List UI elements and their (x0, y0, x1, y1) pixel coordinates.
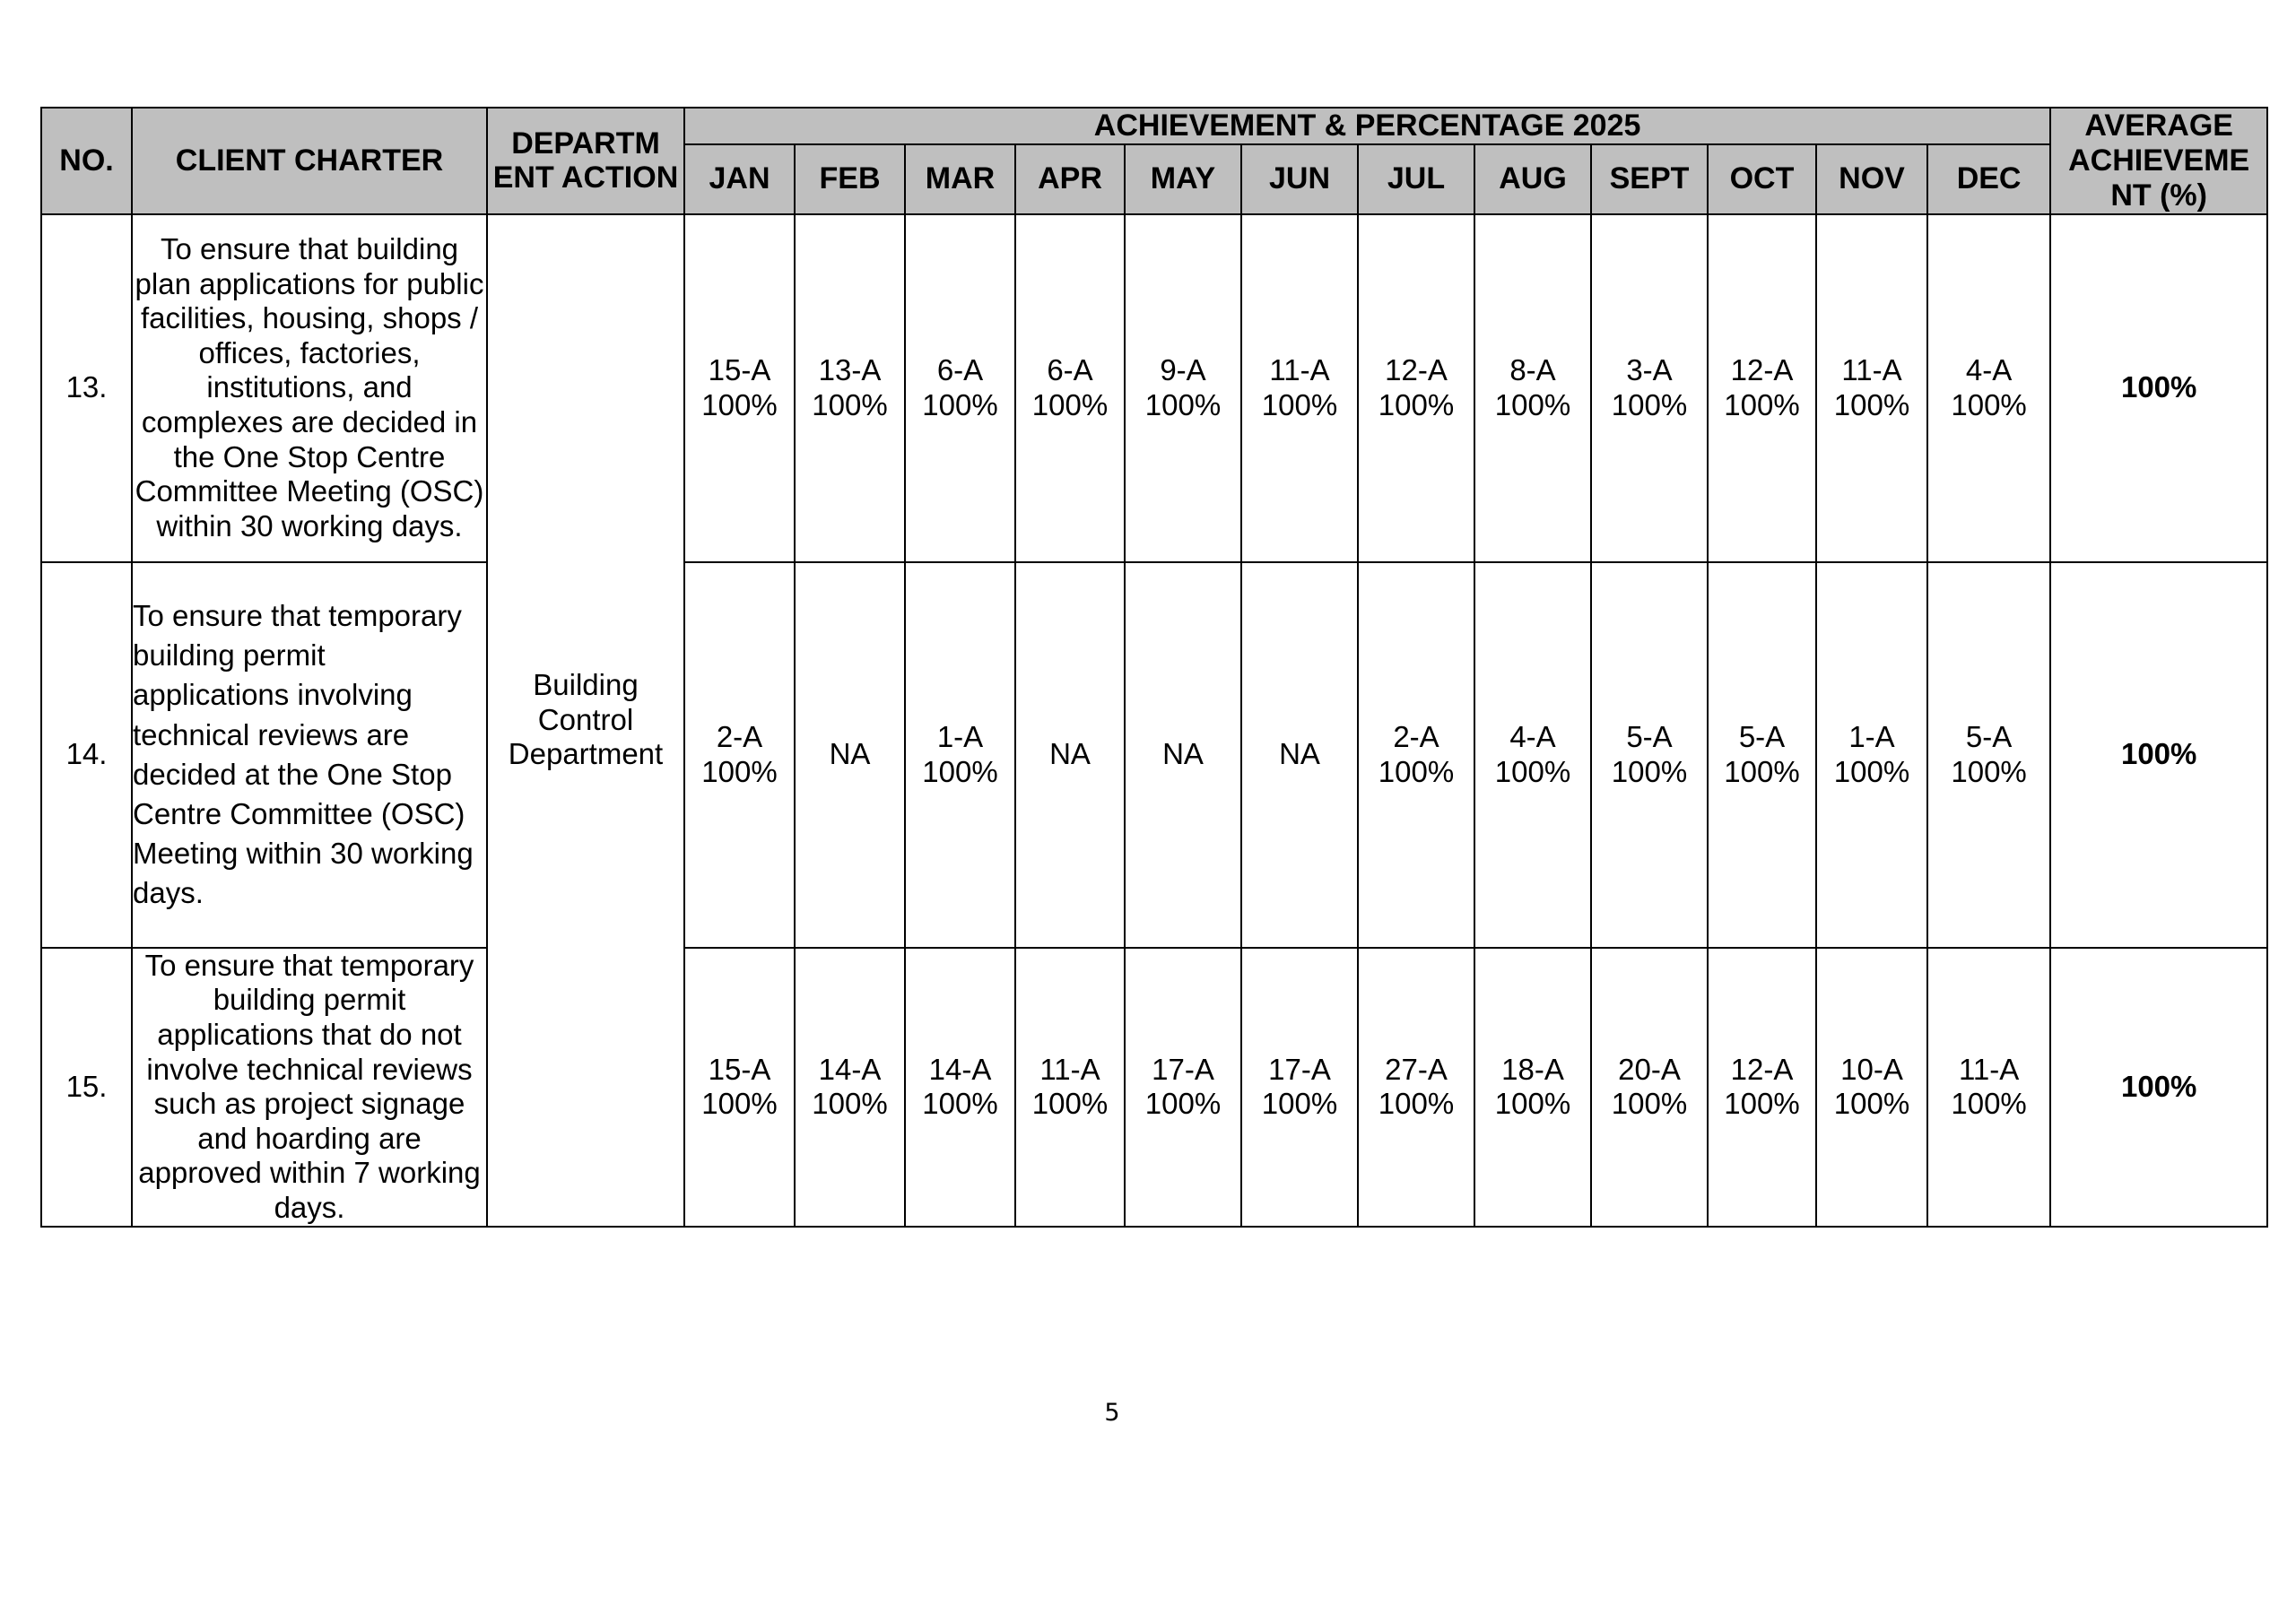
month-percentage: 100% (922, 387, 998, 421)
month-percentage: 100% (1031, 387, 1109, 421)
month-cell (1927, 562, 2050, 948)
month-cell (1474, 562, 1591, 948)
month-percentage: NA (1049, 737, 1091, 771)
header-month: NOV (1816, 144, 1927, 214)
month-cell (905, 214, 1015, 562)
month-cell (684, 214, 795, 562)
month-cell (1474, 948, 1591, 1227)
month-percentage: 100% (1611, 387, 1688, 421)
month-count: 14-A (928, 1052, 992, 1086)
header-average-achievement: AVERAGE ACHIEVEME NT (%) (2050, 108, 2267, 214)
month-cell (1241, 562, 1358, 948)
department-action: Building Control Department (487, 214, 684, 1227)
row-number: 13. (41, 214, 132, 562)
header-month: JUN (1241, 144, 1358, 214)
month-percentage: NA (1162, 737, 1204, 771)
month-count: 15-A (708, 1052, 771, 1086)
header-month: APR (1015, 144, 1125, 214)
client-charter-table (40, 107, 2268, 1228)
table-body (41, 214, 2267, 1227)
month-cell (1708, 948, 1816, 1227)
month-percentage: 100% (1031, 1087, 1109, 1121)
month-percentage: 100% (1951, 1087, 2027, 1121)
month-percentage: 100% (1951, 387, 2027, 421)
month-cell (1816, 214, 1927, 562)
month-count: 20-A (1618, 1052, 1681, 1086)
month-percentage: 100% (701, 754, 778, 788)
client-charter-text: To ensure that temporary building permit applications involving technical reviews are decided at the One Stop Centre Committee (OSC) Meeting within 30 working days. (132, 562, 487, 948)
month-cell (1358, 562, 1474, 948)
month-count: 9-A (1160, 353, 1206, 387)
table-header (41, 108, 2267, 214)
month-percentage: 100% (1951, 754, 2027, 788)
month-percentage: 100% (701, 387, 778, 421)
month-percentage: NA (1279, 737, 1320, 771)
table-row (41, 948, 2267, 1227)
month-percentage: NA (829, 737, 871, 771)
month-percentage: 100% (1494, 387, 1571, 421)
month-percentage: 100% (1724, 754, 1800, 788)
page-number: 5 (1104, 1399, 1120, 1427)
month-cell (1591, 948, 1708, 1227)
month-percentage: 100% (1494, 754, 1571, 788)
month-count: 2-A (1393, 720, 1439, 754)
month-count: 6-A (936, 353, 984, 387)
month-count: 13-A (818, 353, 882, 387)
header-client-charter: CLIENT CHARTER (132, 108, 487, 214)
month-count: 2-A (716, 720, 763, 754)
month-count: 5-A (1965, 720, 2013, 754)
header-department-action: DEPARTM ENT ACTION (487, 108, 684, 214)
month-count: 10-A (1840, 1052, 1903, 1086)
month-count: 17-A (1152, 1052, 1214, 1086)
row-number: 15. (41, 948, 132, 1227)
month-percentage: 100% (1611, 754, 1688, 788)
header-month: OCT (1708, 144, 1816, 214)
month-cell (905, 562, 1015, 948)
average-achievement: 100% (2050, 948, 2267, 1227)
month-cell (1015, 214, 1125, 562)
month-cell (1125, 948, 1241, 1227)
month-cell (1591, 214, 1708, 562)
month-count: 27-A (1385, 1052, 1448, 1086)
header-row-top (41, 108, 2267, 144)
month-cell (1358, 948, 1474, 1227)
month-cell (1816, 562, 1927, 948)
header-month: AUG (1474, 144, 1591, 214)
month-percentage: 100% (1724, 387, 1800, 421)
month-cell (1015, 562, 1125, 948)
month-percentage: 100% (812, 1087, 888, 1121)
header-month: JAN (684, 144, 795, 214)
header-month: MAR (905, 144, 1015, 214)
month-count: 12-A (1385, 353, 1448, 387)
row-number: 14. (41, 562, 132, 948)
month-count: 11-A (1269, 353, 1330, 387)
month-percentage: 100% (1378, 754, 1455, 788)
month-cell (1708, 214, 1816, 562)
month-cell (1927, 214, 2050, 562)
month-percentage: 100% (1611, 1087, 1688, 1121)
header-month: SEPT (1591, 144, 1708, 214)
month-count: 1-A (936, 720, 984, 754)
month-cell (1927, 948, 2050, 1227)
month-count: 8-A (1509, 353, 1556, 387)
month-cell (1241, 948, 1358, 1227)
header-month: JUL (1358, 144, 1474, 214)
month-count: 4-A (1965, 353, 2013, 387)
month-count: 12-A (1730, 353, 1794, 387)
month-cell (1816, 948, 1927, 1227)
month-count: 5-A (1738, 720, 1786, 754)
table-row (41, 214, 2267, 562)
header-month: DEC (1927, 144, 2050, 214)
month-percentage: 100% (1378, 387, 1455, 421)
month-percentage: 100% (1144, 387, 1222, 421)
month-count: 4-A (1509, 720, 1556, 754)
month-cell (1474, 214, 1591, 562)
client-charter-text: To ensure that temporary building permit applications that do not involve technical reviews such as project signage and hoarding are approved within 7 working days. (132, 948, 487, 1227)
month-cell (1125, 562, 1241, 948)
month-cell (1358, 214, 1474, 562)
month-count: 1-A (1848, 720, 1895, 754)
month-cell (795, 562, 905, 948)
table-row (41, 562, 2267, 948)
month-cell (1708, 562, 1816, 948)
header-achievement: ACHIEVEMENT & PERCENTAGE 2025 (684, 108, 2050, 144)
month-cell (684, 562, 795, 948)
month-count: 11-A (1039, 1052, 1100, 1086)
month-percentage: 100% (1144, 1087, 1222, 1121)
header-no: NO. (41, 108, 132, 214)
header-month: FEB (795, 144, 905, 214)
month-cell (1591, 562, 1708, 948)
month-count: 11-A (1958, 1052, 2020, 1086)
month-percentage: 100% (1833, 387, 1910, 421)
month-percentage: 100% (1378, 1087, 1455, 1121)
month-cell (905, 948, 1015, 1227)
month-percentage: 100% (1724, 1087, 1800, 1121)
month-percentage: 100% (922, 1087, 998, 1121)
month-percentage: 100% (1494, 1087, 1571, 1121)
month-cell (795, 214, 905, 562)
month-count: 12-A (1730, 1052, 1794, 1086)
average-achievement: 100% (2050, 562, 2267, 948)
month-count: 3-A (1626, 353, 1673, 387)
month-count: 17-A (1268, 1052, 1331, 1086)
month-cell (1125, 214, 1241, 562)
month-percentage: 100% (701, 1087, 778, 1121)
month-percentage: 100% (1833, 754, 1910, 788)
month-percentage: 100% (812, 387, 888, 421)
month-percentage: 100% (1261, 1087, 1338, 1121)
average-achievement: 100% (2050, 214, 2267, 562)
month-cell (1241, 214, 1358, 562)
month-count: 15-A (708, 353, 771, 387)
header-month: MAY (1125, 144, 1241, 214)
month-count: 18-A (1501, 1052, 1564, 1086)
month-count: 5-A (1626, 720, 1673, 754)
month-percentage: 100% (1261, 387, 1338, 421)
month-cell (684, 948, 795, 1227)
month-count: 11-A (1841, 353, 1902, 387)
month-count: 6-A (1047, 353, 1093, 387)
month-cell (1015, 948, 1125, 1227)
month-percentage: 100% (922, 754, 998, 788)
month-percentage: 100% (1833, 1087, 1910, 1121)
month-cell (795, 948, 905, 1227)
client-charter-text: To ensure that building plan applications for public facilities, housing, shops / offices, factories, institutions, and complexes are decided in the One Stop Centre Committee Meeting (OSC) within 30 working days. (132, 214, 487, 562)
month-count: 14-A (818, 1052, 882, 1086)
